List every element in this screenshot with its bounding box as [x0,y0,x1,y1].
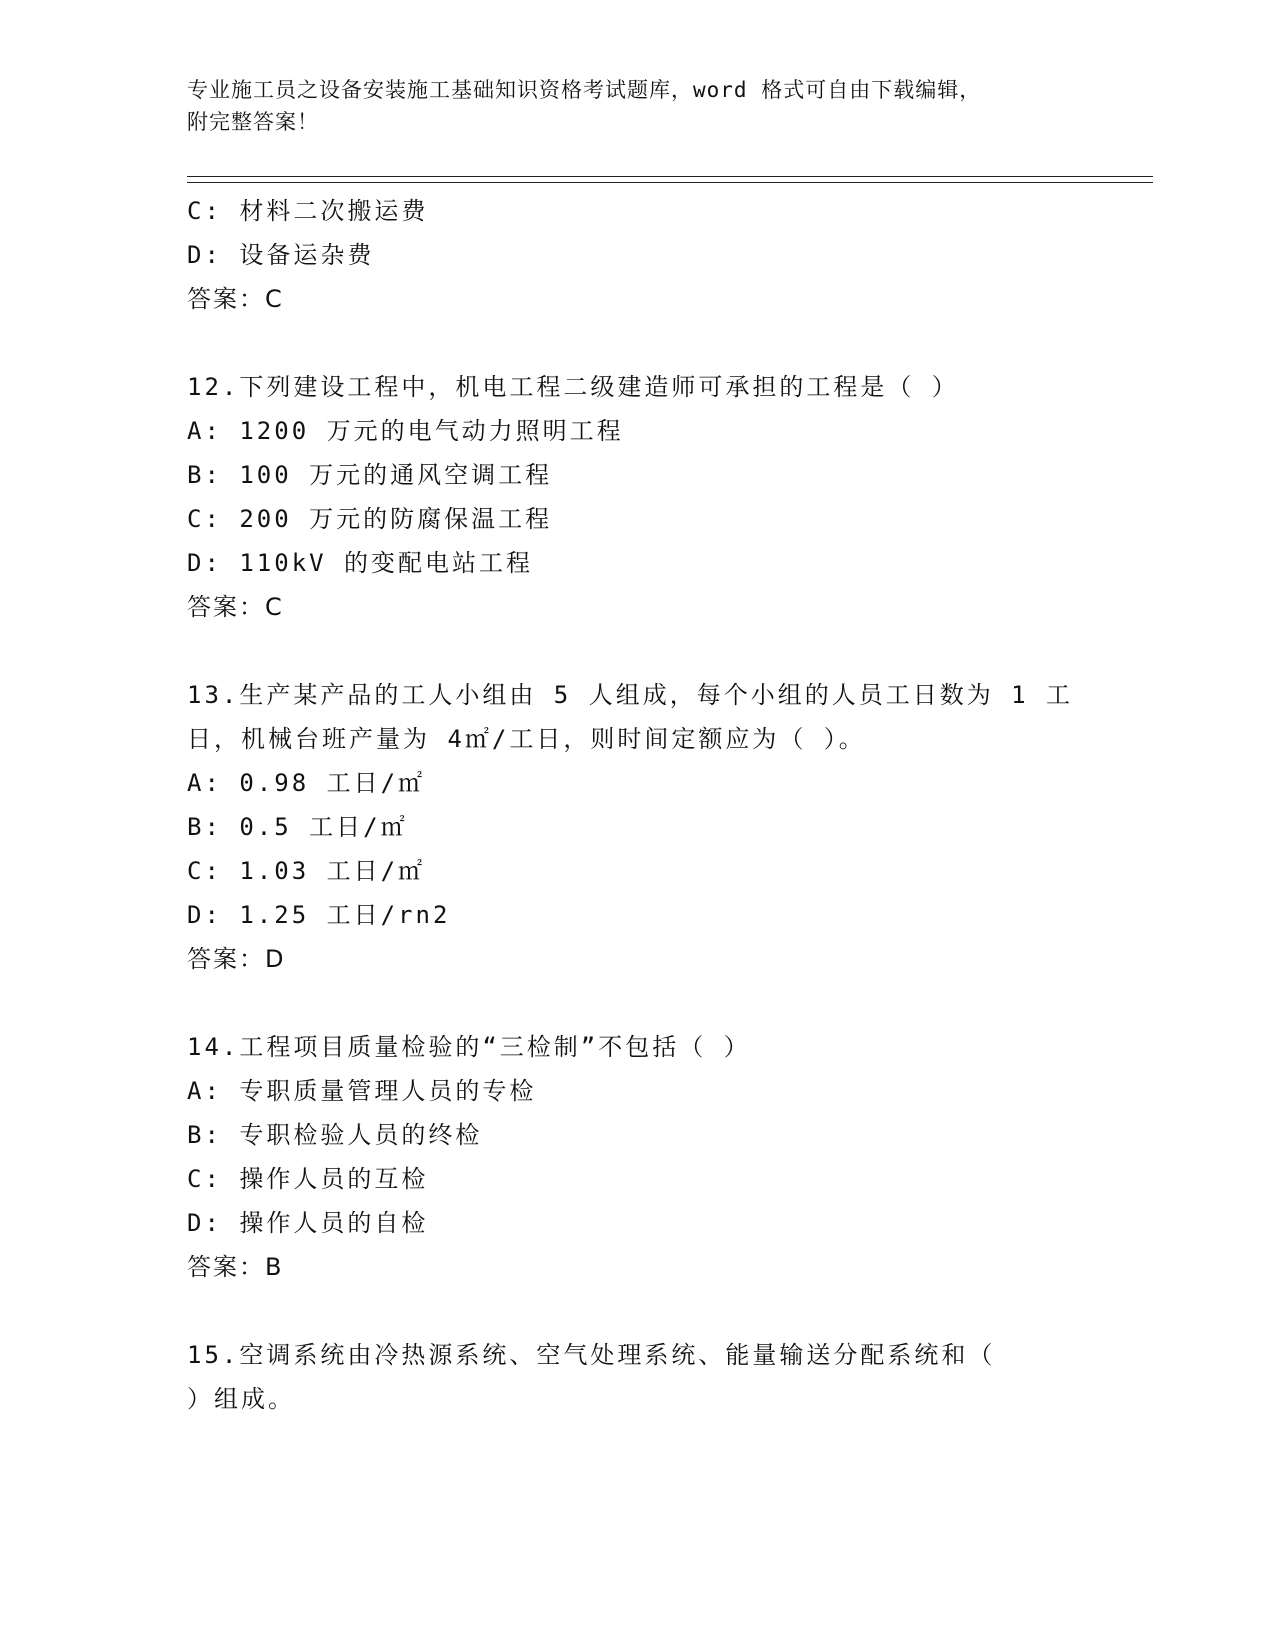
header-line-2: 附完整答案！ [187,110,319,134]
q13-answer: 答案：D [187,945,286,973]
header-rule-bottom [187,182,1153,183]
q12-option-c: C: 200 万元的防腐保温工程 [187,505,553,533]
q12-option-a: A: 1200 万元的电气动力照明工程 [187,417,624,445]
q14-option-c: C: 操作人员的互检 [187,1165,429,1193]
q12-stem: 12.下列建设工程中，机电工程二级建造师可承担的工程是（ ） [187,373,959,401]
q14-stem: 14.工程项目质量检验的“三检制”不包括（ ） [187,1033,751,1061]
document-header [187,74,1087,138]
q13-option-a: A: 0.98 工日/㎡ [187,769,426,797]
q11-option-d: D: 设备运杂费 [187,241,375,269]
q14-answer: 答案：B [187,1253,284,1281]
header-rule-top [187,176,1153,177]
q12-option-d: D: 110kV 的变配电站工程 [187,549,534,577]
q11-answer: 答案：C [187,285,284,313]
q12-option-b: B: 100 万元的通风空调工程 [187,461,553,489]
q14-option-d: D: 操作人员的自检 [187,1209,429,1237]
q12-answer: 答案：C [187,593,284,621]
q15-stem-line-2: ）组成。 [187,1385,295,1413]
q13-stem-line-2: 日，机械台班产量为 4㎡/工日，则时间定额应为（ ）。 [187,725,866,753]
q14-option-a: A: 专职质量管理人员的专检 [187,1077,537,1105]
q15-stem-line-1: 15.空调系统由冷热源系统、空气处理系统、能量输送分配系统和（ [187,1341,996,1369]
header-line-1: 专业施工员之设备安装施工基础知识资格考试题库，word 格式可自由下载编辑， [187,78,982,102]
q13-option-c: C: 1.03 工日/㎡ [187,857,426,885]
q13-stem-line-1: 13.生产某产品的工人小组由 5 人组成，每个小组的人员工日数为 1 工 [187,681,1074,709]
q13-option-b: B: 0.5 工日/㎡ [187,813,408,841]
q13-option-d: D: 1.25 工日/rn2 [187,901,451,929]
q11-option-c: C: 材料二次搬运费 [187,197,429,225]
q14-option-b: B: 专职检验人员的终检 [187,1121,483,1149]
